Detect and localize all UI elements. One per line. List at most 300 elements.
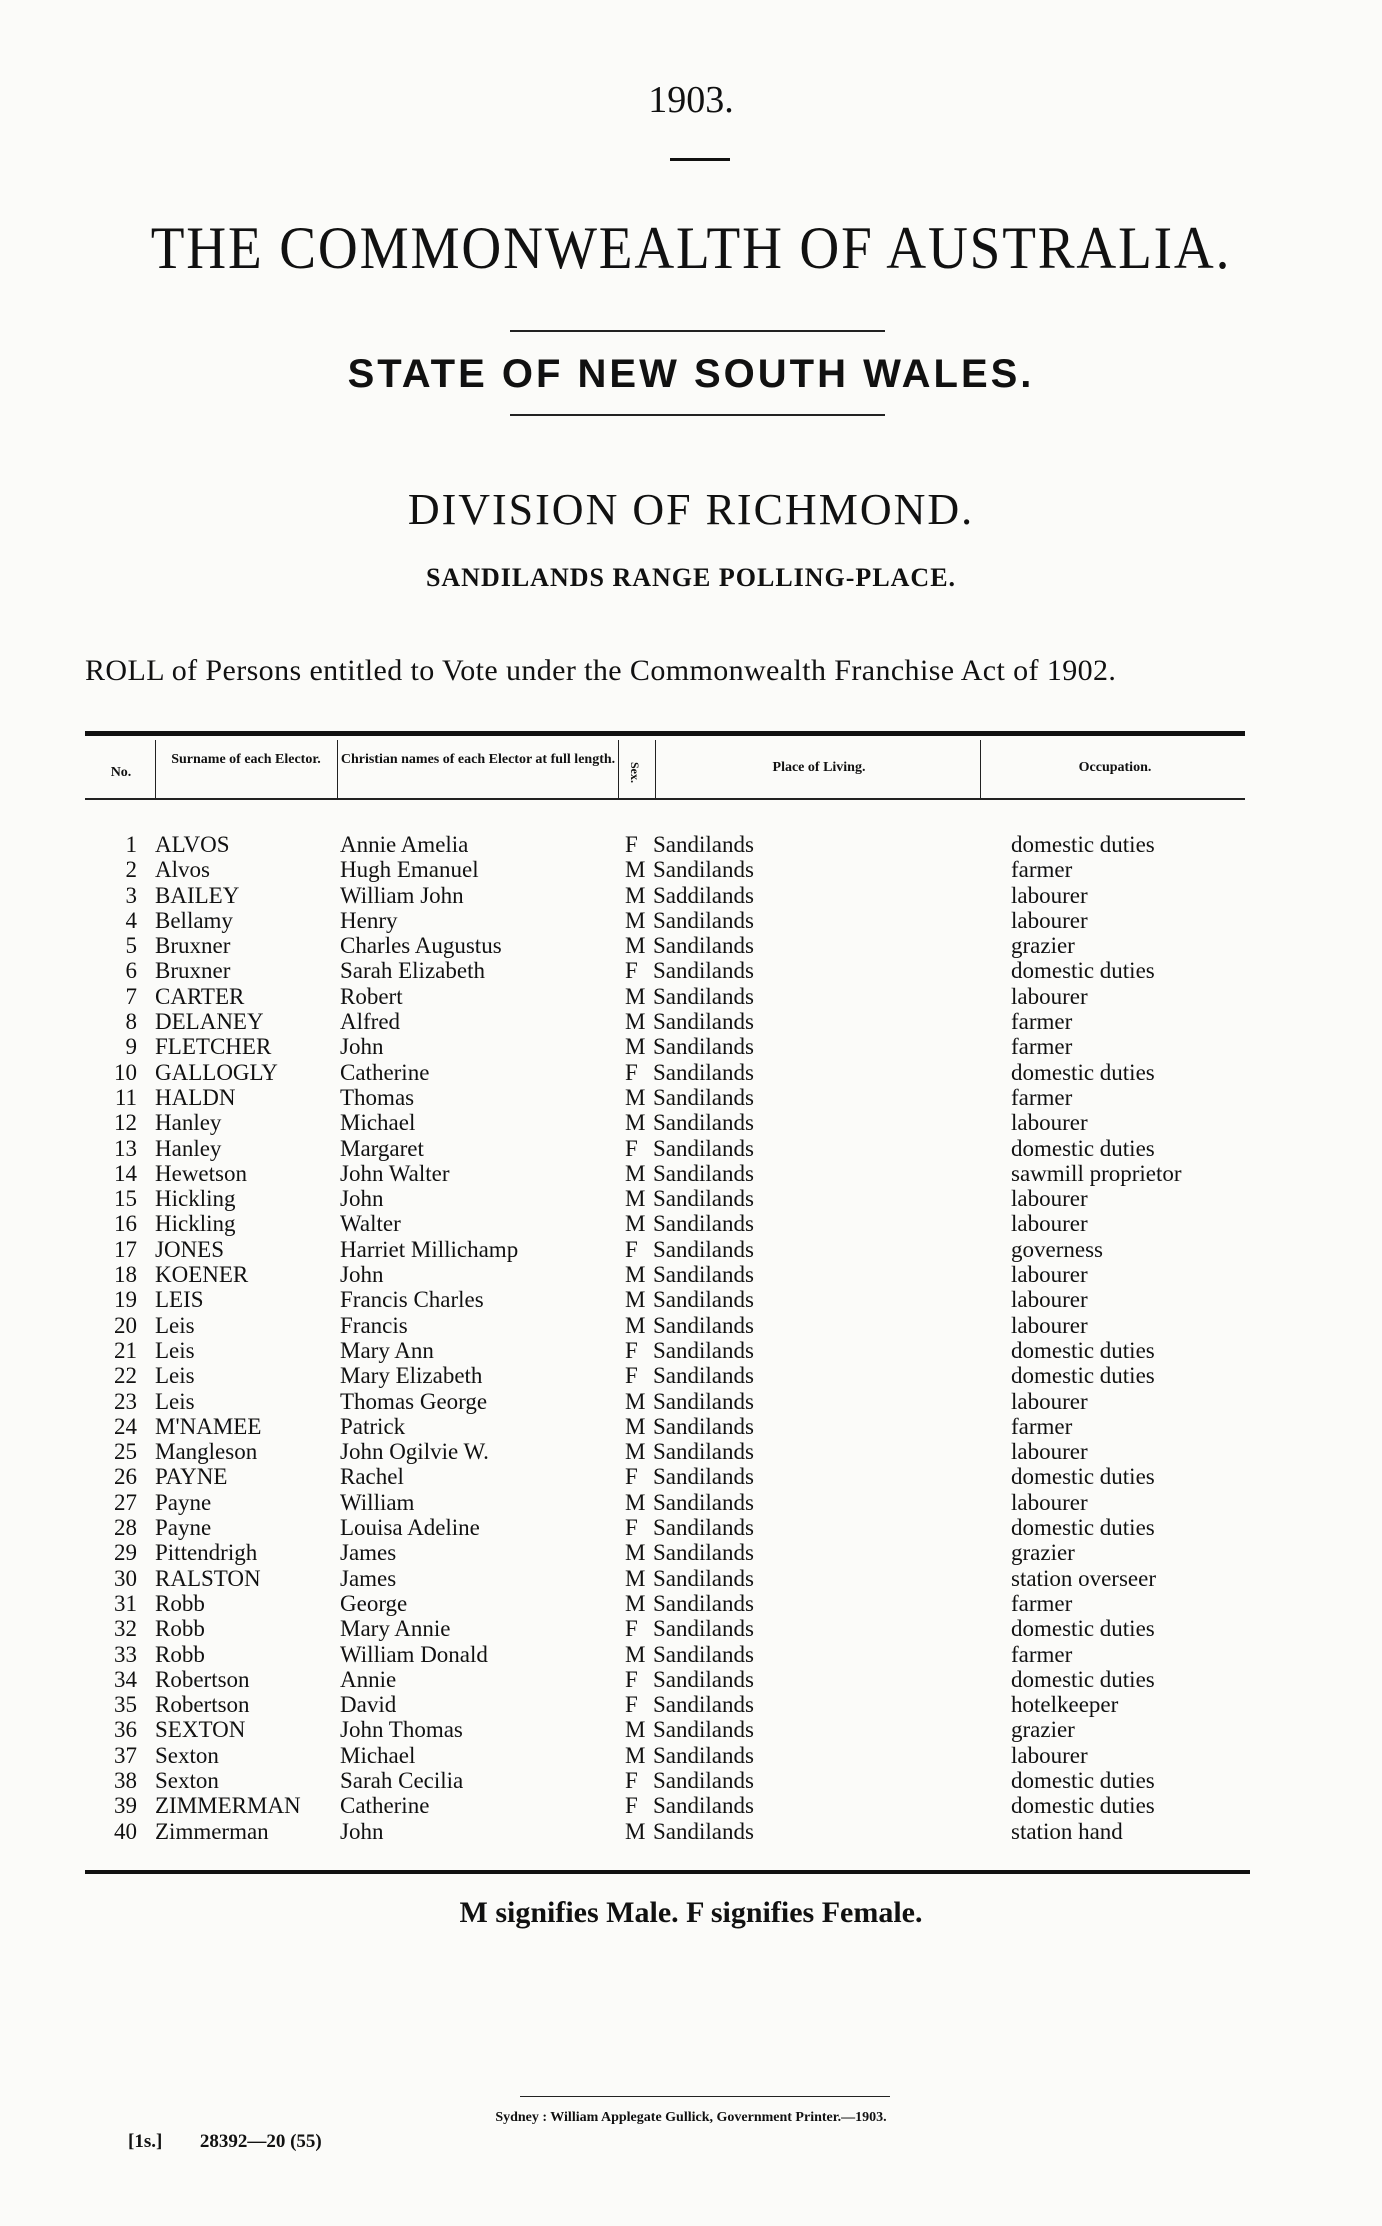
elector-occupation: labourer xyxy=(1011,1489,1088,1515)
elector-place: Sandilands xyxy=(653,1186,754,1212)
table-row xyxy=(85,1085,1271,1110)
elector-occupation: labourer xyxy=(1011,1439,1088,1465)
elector-sex: M xyxy=(625,1717,646,1743)
elector-surname: LEIS xyxy=(155,1287,204,1313)
elector-sex: M xyxy=(625,857,646,883)
elector-christian-names: Mary Annie xyxy=(340,1616,451,1642)
elector-surname: Sexton xyxy=(155,1742,219,1768)
elector-surname: RALSTON xyxy=(155,1565,261,1591)
elector-christian-names: Harriet Millichamp xyxy=(340,1236,519,1262)
elector-surname: Robertson xyxy=(155,1692,250,1718)
elector-place: Sandilands xyxy=(653,1009,754,1035)
year: 1903. xyxy=(648,79,734,121)
elector-surname: HALDN xyxy=(155,1084,236,1110)
elector-christian-names: Francis xyxy=(340,1312,408,1338)
table-row xyxy=(85,1009,1271,1034)
elector-occupation: labourer xyxy=(1011,882,1088,908)
table-row xyxy=(85,832,1271,857)
elector-number: 13 xyxy=(114,1135,137,1161)
elector-sex: M xyxy=(625,1388,646,1414)
elector-number: 38 xyxy=(114,1767,137,1793)
elector-place: Sandilands xyxy=(653,1262,754,1288)
elector-sex: M xyxy=(625,1211,646,1237)
elector-number: 7 xyxy=(125,983,137,1009)
elector-place: Sandilands xyxy=(653,1666,754,1692)
elector-occupation: farmer xyxy=(1011,857,1073,883)
elector-number: 32 xyxy=(114,1616,137,1642)
elector-place: Sandilands xyxy=(653,1160,754,1186)
elector-christian-names: Hugh Emanuel xyxy=(340,857,479,883)
table-row xyxy=(85,1642,1271,1667)
elector-occupation: domestic duties xyxy=(1011,1363,1155,1389)
elector-christian-names: John Ogilvie W. xyxy=(340,1439,489,1465)
elector-christian-names: Sarah Cecilia xyxy=(340,1767,464,1793)
elector-surname: Hanley xyxy=(155,1110,222,1136)
elector-christian-names: Mary Elizabeth xyxy=(340,1363,483,1389)
column-header-christian-names: Christian names of each Elector at full length. xyxy=(340,752,616,767)
elector-occupation: sawmill proprietor xyxy=(1011,1160,1182,1186)
column-header-occupation: Occupation. xyxy=(1078,760,1152,775)
elector-christian-names: William Donald xyxy=(340,1641,488,1667)
elector-occupation: domestic duties xyxy=(1011,1515,1155,1541)
elector-number: 40 xyxy=(114,1818,137,1844)
elector-occupation: grazier xyxy=(1011,1717,1075,1743)
elector-surname: Sexton xyxy=(155,1767,219,1793)
divider xyxy=(510,330,885,332)
table-row xyxy=(85,1819,1271,1844)
elector-place: Sandilands xyxy=(653,1742,754,1768)
elector-place: Sandilands xyxy=(653,1034,754,1060)
table-row xyxy=(85,933,1271,958)
table-row xyxy=(85,1566,1271,1591)
elector-surname: M'NAMEE xyxy=(155,1413,262,1439)
elector-place: Sandilands xyxy=(653,1767,754,1793)
footer-reference xyxy=(128,2131,322,2153)
elector-occupation: domestic duties xyxy=(1011,1767,1155,1793)
elector-place: Sandilands xyxy=(653,1565,754,1591)
elector-place: Sandilands xyxy=(653,1717,754,1743)
elector-number: 33 xyxy=(114,1641,137,1667)
table-row xyxy=(85,1667,1271,1692)
elector-sex: M xyxy=(625,1439,646,1465)
elector-christian-names: Michael xyxy=(340,1742,416,1768)
column-divider xyxy=(337,740,338,798)
elector-surname: Leis xyxy=(155,1337,195,1363)
elector-sex: M xyxy=(625,1312,646,1338)
elector-number: 1 xyxy=(125,832,137,857)
elector-place: Saddilands xyxy=(653,882,754,908)
elector-number: 39 xyxy=(114,1793,137,1819)
table-row xyxy=(85,1060,1271,1085)
elector-surname: DELANEY xyxy=(155,1009,264,1035)
state-heading: STATE OF NEW SOUTH WALES. xyxy=(347,352,1035,396)
elector-occupation: domestic duties xyxy=(1011,958,1155,984)
table-row xyxy=(85,1490,1271,1515)
column-header-sex: Sex. xyxy=(628,762,642,783)
elector-christian-names: Thomas George xyxy=(340,1388,488,1414)
elector-place: Sandilands xyxy=(653,1439,754,1465)
elector-occupation: farmer xyxy=(1011,1413,1073,1439)
elector-surname: Robb xyxy=(155,1590,205,1616)
page-title: THE COMMONWEALTH OF AUSTRALIA. xyxy=(150,215,1232,281)
elector-surname: SEXTON xyxy=(155,1717,246,1743)
elector-sex: M xyxy=(625,1590,646,1616)
elector-sex: F xyxy=(625,1363,638,1389)
elector-christian-names: John Walter xyxy=(340,1160,450,1186)
elector-number: 31 xyxy=(114,1590,137,1616)
elector-sex: F xyxy=(625,1059,638,1085)
table-row xyxy=(85,1211,1271,1236)
elector-occupation: farmer xyxy=(1011,1009,1073,1035)
elector-number: 30 xyxy=(114,1565,137,1591)
elector-place: Sandilands xyxy=(653,983,754,1009)
roll-heading: ROLL of Persons entitled to Vote under the Commonwealth Franchise Act of 1902. xyxy=(85,654,1117,687)
elector-occupation: station hand xyxy=(1011,1818,1123,1844)
elector-place: Sandilands xyxy=(653,1464,754,1490)
elector-sex: M xyxy=(625,882,646,908)
column-divider xyxy=(980,740,981,798)
table-row xyxy=(85,1540,1271,1565)
table-row xyxy=(85,984,1271,1009)
elector-christian-names: Mary Ann xyxy=(340,1337,434,1363)
elector-christian-names: Francis Charles xyxy=(340,1287,484,1313)
printer-imprint: Sydney : William Applegate Gullick, Government Printer.—1903. xyxy=(495,2110,887,2125)
elector-occupation: labourer xyxy=(1011,1287,1088,1313)
elector-christian-names: John Thomas xyxy=(340,1717,463,1743)
division-heading: DIVISION OF RICHMOND. xyxy=(407,485,975,534)
divider xyxy=(510,414,885,416)
elector-surname: Hickling xyxy=(155,1211,236,1237)
table-row xyxy=(85,883,1271,908)
table-row xyxy=(85,1717,1271,1742)
table-row xyxy=(85,1692,1271,1717)
elector-sex: F xyxy=(625,1666,638,1692)
print-reference: 28392—20 (55) xyxy=(199,2131,322,2152)
elector-sex: M xyxy=(625,1084,646,1110)
table-row xyxy=(85,908,1271,933)
elector-surname: Leis xyxy=(155,1388,195,1414)
elector-place: Sandilands xyxy=(653,1540,754,1566)
elector-surname: Leis xyxy=(155,1363,195,1389)
table-row xyxy=(85,1161,1271,1186)
elector-occupation: labourer xyxy=(1011,1211,1088,1237)
elector-sex: M xyxy=(625,1489,646,1515)
table-row xyxy=(85,1287,1271,1312)
elector-sex: F xyxy=(625,1135,638,1161)
elector-occupation: labourer xyxy=(1011,907,1088,933)
elector-surname: Alvos xyxy=(155,857,210,883)
elector-sex: M xyxy=(625,1818,646,1844)
elector-number: 36 xyxy=(114,1717,137,1743)
elector-place: Sandilands xyxy=(653,1337,754,1363)
elector-sex: M xyxy=(625,1742,646,1768)
elector-occupation: farmer xyxy=(1011,1084,1073,1110)
elector-sex: M xyxy=(625,1034,646,1060)
elector-number: 14 xyxy=(114,1160,137,1186)
elector-surname: Robb xyxy=(155,1641,205,1667)
elector-place: Sandilands xyxy=(653,1793,754,1819)
elector-surname: Bruxner xyxy=(155,958,231,984)
elector-sex: M xyxy=(625,1110,646,1136)
elector-number: 25 xyxy=(114,1439,137,1465)
elector-number: 21 xyxy=(114,1337,137,1363)
elector-number: 34 xyxy=(114,1666,137,1692)
elector-number: 27 xyxy=(114,1489,137,1515)
elector-christian-names: Louisa Adeline xyxy=(340,1515,480,1541)
elector-number: 35 xyxy=(114,1692,137,1718)
elector-surname: Zimmerman xyxy=(155,1818,269,1844)
elector-number: 29 xyxy=(114,1540,137,1566)
elector-number: 12 xyxy=(114,1110,137,1136)
elector-christian-names: John xyxy=(340,1818,384,1844)
table-bottom-rule xyxy=(85,1870,1250,1874)
elector-place: Sandilands xyxy=(653,1515,754,1541)
column-divider xyxy=(618,740,619,798)
table-row xyxy=(85,1338,1271,1363)
elector-occupation: labourer xyxy=(1011,1388,1088,1414)
elector-sex: F xyxy=(625,1464,638,1490)
elector-occupation: labourer xyxy=(1011,1312,1088,1338)
table-row xyxy=(85,1793,1271,1818)
elector-occupation: grazier xyxy=(1011,933,1075,959)
elector-occupation: domestic duties xyxy=(1011,1135,1155,1161)
elector-sex: F xyxy=(625,1793,638,1819)
elector-surname: Payne xyxy=(155,1489,212,1515)
elector-place: Sandilands xyxy=(653,1413,754,1439)
table-row xyxy=(85,1110,1271,1135)
table-row xyxy=(85,1414,1271,1439)
elector-number: 2 xyxy=(125,857,137,883)
elector-sex: M xyxy=(625,1160,646,1186)
elector-number: 20 xyxy=(114,1312,137,1338)
elector-occupation: domestic duties xyxy=(1011,1666,1155,1692)
table-row xyxy=(85,1768,1271,1793)
elector-sex: M xyxy=(625,933,646,959)
polling-place-heading: SANDILANDS RANGE POLLING-PLACE. xyxy=(425,563,957,592)
elector-sex: F xyxy=(625,1767,638,1793)
elector-occupation: domestic duties xyxy=(1011,1464,1155,1490)
elector-occupation: farmer xyxy=(1011,1034,1073,1060)
elector-christian-names: Annie xyxy=(340,1666,397,1692)
elector-number: 9 xyxy=(125,1034,137,1060)
table-row xyxy=(85,1136,1271,1161)
table-row xyxy=(85,1591,1271,1616)
elector-sex: M xyxy=(625,1413,646,1439)
elector-sex: M xyxy=(625,1262,646,1288)
elector-number: 26 xyxy=(114,1464,137,1490)
elector-number: 16 xyxy=(114,1211,137,1237)
elector-christian-names: Rachel xyxy=(340,1464,404,1490)
table-row xyxy=(85,1363,1271,1388)
elector-number: 15 xyxy=(114,1186,137,1212)
elector-surname: Bellamy xyxy=(155,907,233,933)
elector-sex: F xyxy=(625,1337,638,1363)
column-header-no: No. xyxy=(110,765,132,780)
elector-place: Sandilands xyxy=(653,857,754,883)
elector-christian-names: David xyxy=(340,1692,397,1718)
elector-place: Sandilands xyxy=(653,1388,754,1414)
elector-number: 3 xyxy=(125,882,137,908)
elector-occupation: labourer xyxy=(1011,1262,1088,1288)
elector-christian-names: Sarah Elizabeth xyxy=(340,958,485,984)
elector-occupation: station overseer xyxy=(1011,1565,1156,1591)
elector-surname: Hewetson xyxy=(155,1160,247,1186)
table-row xyxy=(85,1464,1271,1489)
elector-occupation: domestic duties xyxy=(1011,832,1155,857)
table-row xyxy=(85,1034,1271,1059)
elector-sex: M xyxy=(625,1009,646,1035)
elector-occupation: domestic duties xyxy=(1011,1337,1155,1363)
elector-sex: F xyxy=(625,1236,638,1262)
elector-surname: KOENER xyxy=(155,1262,249,1288)
elector-occupation: labourer xyxy=(1011,1186,1088,1212)
column-header-surname: Surname of each Elector. xyxy=(171,752,321,767)
elector-christian-names: Patrick xyxy=(340,1413,406,1439)
table-row xyxy=(85,958,1271,983)
elector-occupation: labourer xyxy=(1011,1110,1088,1136)
elector-number: 19 xyxy=(114,1287,137,1313)
elector-number: 8 xyxy=(125,1009,137,1035)
elector-surname: BAILEY xyxy=(155,882,240,908)
table-row xyxy=(85,1237,1271,1262)
elector-surname: Robertson xyxy=(155,1666,250,1692)
elector-occupation: domestic duties xyxy=(1011,1616,1155,1642)
elector-christian-names: William xyxy=(340,1489,415,1515)
elector-surname: ZIMMERMAN xyxy=(155,1793,301,1819)
elector-christian-names: Robert xyxy=(340,983,403,1009)
elector-sex: M xyxy=(625,1540,646,1566)
elector-place: Sandilands xyxy=(653,1236,754,1262)
elector-place: Sandilands xyxy=(653,907,754,933)
elector-surname: FLETCHER xyxy=(155,1034,272,1060)
elector-surname: Leis xyxy=(155,1312,195,1338)
elector-christian-names: Margaret xyxy=(340,1135,424,1161)
elector-occupation: farmer xyxy=(1011,1590,1073,1616)
elector-place: Sandilands xyxy=(653,1110,754,1136)
table-row xyxy=(85,1439,1271,1464)
elector-surname: Hickling xyxy=(155,1186,236,1212)
elector-number: 5 xyxy=(125,933,137,959)
elector-sex: M xyxy=(625,983,646,1009)
elector-place: Sandilands xyxy=(653,1059,754,1085)
elector-occupation: grazier xyxy=(1011,1540,1075,1566)
elector-sex: F xyxy=(625,1616,638,1642)
elector-christian-names: John xyxy=(340,1262,384,1288)
elector-christian-names: George xyxy=(340,1590,408,1616)
divider xyxy=(520,2096,890,2097)
price: [1s.] xyxy=(128,2131,163,2152)
elector-number: 17 xyxy=(114,1236,137,1262)
elector-occupation: governess xyxy=(1011,1236,1103,1262)
elector-christian-names: Charles Augustus xyxy=(340,933,502,959)
elector-christian-names: Michael xyxy=(340,1110,416,1136)
column-divider xyxy=(155,740,156,798)
table-row xyxy=(85,1313,1271,1338)
elector-place: Sandilands xyxy=(653,1489,754,1515)
elector-place: Sandilands xyxy=(653,1818,754,1844)
elector-occupation: domestic duties xyxy=(1011,1793,1155,1819)
elector-christian-names: John xyxy=(340,1186,384,1212)
elector-occupation: domestic duties xyxy=(1011,1059,1155,1085)
elector-sex: M xyxy=(625,1186,646,1212)
divider xyxy=(670,158,730,161)
table-top-rule xyxy=(85,731,1245,736)
elector-number: 10 xyxy=(114,1059,137,1085)
column-header-place: Place of Living. xyxy=(772,760,866,775)
table-row xyxy=(85,1743,1271,1768)
elector-christian-names: Catherine xyxy=(340,1059,430,1085)
elector-place: Sandilands xyxy=(653,1363,754,1389)
electors-table xyxy=(85,832,1271,1844)
elector-surname: CARTER xyxy=(155,983,245,1009)
elector-surname: Payne xyxy=(155,1515,212,1541)
elector-christian-names: Henry xyxy=(340,907,398,933)
elector-place: Sandilands xyxy=(653,832,754,857)
elector-christian-names: James xyxy=(340,1565,397,1591)
table-row xyxy=(85,1616,1271,1641)
elector-christian-names: William John xyxy=(340,882,464,908)
elector-sex: F xyxy=(625,1515,638,1541)
elector-place: Sandilands xyxy=(653,1135,754,1161)
elector-sex: F xyxy=(625,958,638,984)
elector-place: Sandilands xyxy=(653,1641,754,1667)
elector-number: 4 xyxy=(125,907,137,933)
elector-surname: Robb xyxy=(155,1616,205,1642)
elector-christian-names: Annie Amelia xyxy=(340,832,469,857)
elector-place: Sandilands xyxy=(653,933,754,959)
elector-sex: F xyxy=(625,832,638,857)
elector-christian-names: Catherine xyxy=(340,1793,430,1819)
table-row xyxy=(85,857,1271,882)
table-row xyxy=(85,1186,1271,1211)
elector-sex: F xyxy=(625,1692,638,1718)
elector-place: Sandilands xyxy=(653,958,754,984)
elector-sex: M xyxy=(625,907,646,933)
elector-place: Sandilands xyxy=(653,1287,754,1313)
elector-christian-names: Thomas xyxy=(340,1084,415,1110)
elector-number: 6 xyxy=(125,958,137,984)
elector-occupation: farmer xyxy=(1011,1641,1073,1667)
elector-christian-names: Walter xyxy=(340,1211,401,1237)
elector-christian-names: James xyxy=(340,1540,397,1566)
table-header-rule xyxy=(85,798,1245,800)
elector-sex: M xyxy=(625,1641,646,1667)
column-divider xyxy=(655,740,656,798)
elector-place: Sandilands xyxy=(653,1590,754,1616)
elector-occupation: labourer xyxy=(1011,983,1088,1009)
table-row xyxy=(85,1389,1271,1414)
elector-surname: GALLOGLY xyxy=(155,1059,278,1085)
elector-surname: JONES xyxy=(155,1236,225,1262)
elector-surname: Pittendrigh xyxy=(155,1540,258,1566)
table-row xyxy=(85,1515,1271,1540)
elector-number: 18 xyxy=(114,1262,137,1288)
elector-surname: ALVOS xyxy=(155,832,230,857)
elector-surname: PAYNE xyxy=(155,1464,228,1490)
elector-place: Sandilands xyxy=(653,1616,754,1642)
elector-sex: M xyxy=(625,1565,646,1591)
elector-number: 24 xyxy=(114,1413,137,1439)
elector-number: 23 xyxy=(114,1388,137,1414)
elector-christian-names: John xyxy=(340,1034,384,1060)
elector-number: 28 xyxy=(114,1515,137,1541)
sex-legend: M signifies Male. F signifies Female. xyxy=(459,1896,923,1929)
elector-number: 22 xyxy=(114,1363,137,1389)
elector-surname: Bruxner xyxy=(155,933,231,959)
elector-sex: M xyxy=(625,1287,646,1313)
elector-place: Sandilands xyxy=(653,1211,754,1237)
elector-surname: Hanley xyxy=(155,1135,222,1161)
